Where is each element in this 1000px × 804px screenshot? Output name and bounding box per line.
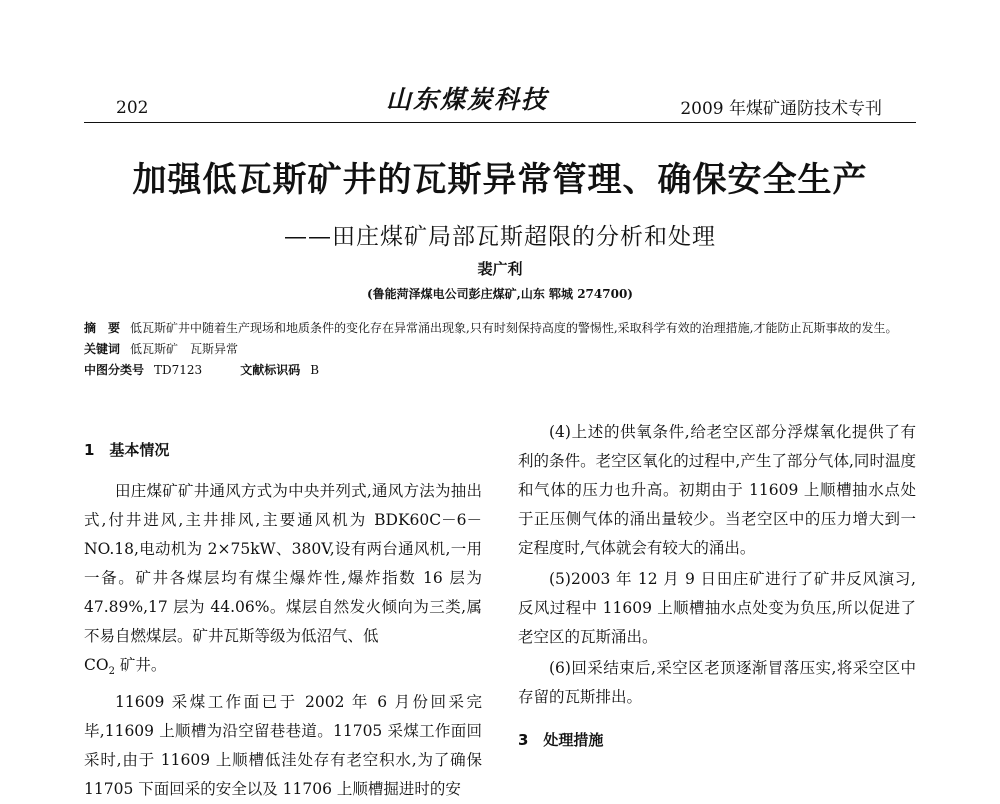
paragraph-11609: 11609 采煤工作面已于 2002 年 6 月份回采完毕,11609 上顺槽为沿空留巷巷道。11705 采煤工作面回采时,由于 11609 上顺槽低洼处存有老空积水,为了确保 11705 下面回采的安全以及 11706 上顺槽掘进时的安 — [84, 693, 482, 799]
co2-text: CO — [84, 656, 109, 674]
abstract-label: 摘 要 — [84, 321, 121, 335]
paragraph-6: (6)回采结束后,采空区老顶逐渐冒落压实,将采空区中存留的瓦斯排出。 — [518, 659, 916, 706]
article-title: 加强低瓦斯矿井的瓦斯异常管理、确保安全生产 — [132, 160, 868, 200]
doc-code-value: B — [310, 363, 320, 377]
abstract — [84, 318, 916, 339]
paragraph-basic-info-end: 矿井。 — [114, 656, 167, 674]
header-rule — [84, 122, 916, 123]
paragraph-5: (5)2003 年 12 月 9 日田庄矿进行了矿井反风演习,反风过程中 11609 上顺槽抽水点处变为负压,所以促进了老空区的瓦斯涌出。 — [518, 570, 916, 646]
abstract-block — [84, 318, 916, 381]
journal-name: 山东煤炭科技 — [386, 85, 549, 114]
article-subtitle: ——田庄煤矿局部瓦斯超限的分析和处理 — [284, 224, 716, 250]
co2-subscript: 2 — [108, 666, 115, 678]
paragraph-basic-info-text: 田庄煤矿矿井通风方式为中央并列式,通风方法为抽出式,付井进风,主井排风,主要通风机为 BDK60C－6－NO.18,电动机为 2×75kW、380V,设有两台通风机,一用一备。矿井各煤层均有煤尘爆炸性,爆炸指数 16 层为 47.89%,17 层为 44.06%。煤层自然发火倾向为三类,属不易自燃煤层。矿井瓦斯等级为低沼气、低 — [84, 482, 482, 645]
paragraph-4: (4)上述的供氧条件,给老空区部分浮煤氧化提供了有利的条件。老空区氧化的过程中,产生了部分气体,同时温度和气体的压力也升高。初期由于 11609 上顺槽抽水点处于正压侧气体的涌出量较少。当老空区中的压力增大到一定程度时,气体就会有较大的涌出。 — [518, 423, 916, 557]
doc-code-label: 文献标识码 — [240, 363, 301, 377]
author: 裴广利 — [477, 260, 523, 278]
classification — [84, 360, 916, 381]
class-number — [84, 363, 202, 377]
right-column — [518, 418, 916, 767]
class-value: TD7123 — [154, 363, 203, 377]
issue-label: 2009 年煤矿通防技术专刊 — [680, 99, 882, 119]
keywords-text: 低瓦斯矿 瓦斯异常 — [130, 342, 239, 356]
page-number: 202 — [116, 98, 149, 118]
keywords — [84, 339, 916, 360]
abstract-text: 低瓦斯矿井中随着生产现场和地质条件的变化存在异常涌出现象,只有时刻保持高度的警惕性,采取科学有效的治理措施,才能防止瓦斯事故的发生。 — [130, 321, 898, 335]
paragraph-basic-info — [84, 477, 482, 686]
section-heading-1: 1 基本情况 — [84, 441, 170, 459]
affiliation: (鲁能菏泽煤电公司彭庄煤矿,山东 郓城 274700) — [367, 287, 633, 301]
keywords-label: 关键词 — [84, 342, 121, 356]
class-label: 中图分类号 — [84, 363, 145, 377]
doc-code — [240, 363, 319, 377]
left-column — [84, 418, 482, 804]
section-heading-3: 3 处理措施 — [518, 731, 604, 749]
